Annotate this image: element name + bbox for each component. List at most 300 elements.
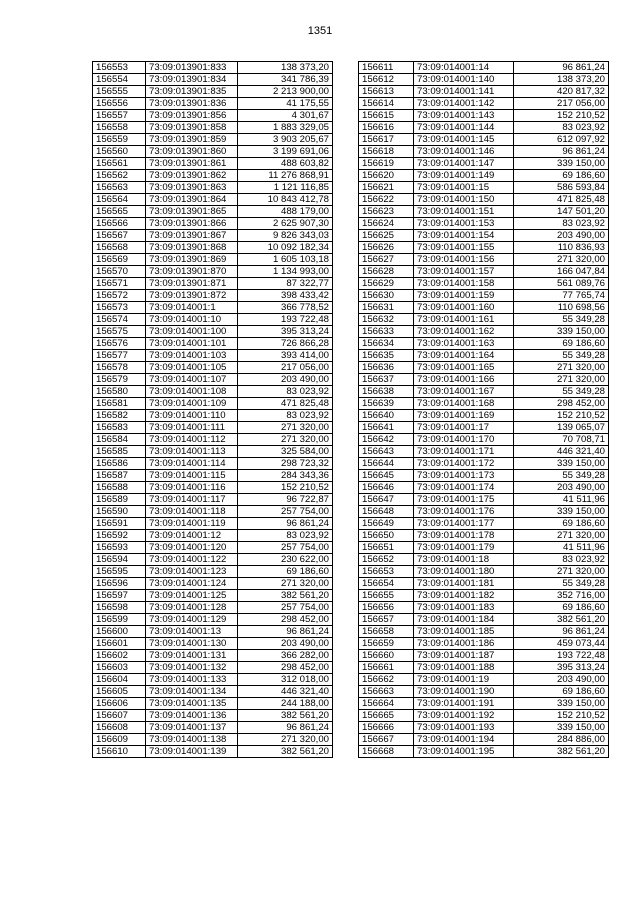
row-number-cell: 156573 — [93, 302, 146, 314]
row-number-cell: 156625 — [359, 230, 414, 242]
cadastral-value-cell: 271 320,00 — [514, 374, 609, 386]
cadastral-value-cell: 96 861,24 — [514, 146, 609, 158]
cadastral-number-cell: 73:09:013901:872 — [146, 290, 238, 302]
cadastral-number-cell: 73:09:014001:177 — [414, 518, 514, 530]
cadastral-number-cell: 73:09:014001:13 — [146, 626, 238, 638]
table-row — [93, 182, 333, 194]
table-row — [359, 566, 609, 578]
row-number-cell: 156600 — [93, 626, 146, 638]
cadastral-number-cell: 73:09:014001:142 — [414, 98, 514, 110]
table-row — [93, 122, 333, 134]
cadastral-value-cell: 339 150,00 — [514, 458, 609, 470]
cadastral-value-cell: 166 047,84 — [514, 266, 609, 278]
cadastral-number-cell: 73:09:014001:144 — [414, 122, 514, 134]
table-row — [359, 686, 609, 698]
table-row — [93, 230, 333, 242]
cadastral-value-cell: 398 433,42 — [238, 290, 333, 302]
cadastral-value-cell: 271 320,00 — [514, 566, 609, 578]
table-row — [359, 74, 609, 86]
cadastral-value-cell: 10 092 182,34 — [238, 242, 333, 254]
cadastral-value-cell: 366 778,52 — [238, 302, 333, 314]
cadastral-value-cell: 488 603,82 — [238, 158, 333, 170]
cadastral-number-cell: 73:09:014001:101 — [146, 338, 238, 350]
cadastral-value-cell: 152 210,52 — [514, 110, 609, 122]
row-number-cell: 156629 — [359, 278, 414, 290]
table-row — [359, 230, 609, 242]
table-row — [359, 602, 609, 614]
row-number-cell: 156637 — [359, 374, 414, 386]
row-number-cell: 156556 — [93, 98, 146, 110]
table-row — [359, 110, 609, 122]
table-row — [359, 734, 609, 746]
row-number-cell: 156618 — [359, 146, 414, 158]
cadastral-value-cell: 230 622,00 — [238, 554, 333, 566]
cadastral-value-cell: 271 320,00 — [238, 422, 333, 434]
table-row — [93, 218, 333, 230]
cadastral-number-cell: 73:09:014001:128 — [146, 602, 238, 614]
table-row — [93, 410, 333, 422]
cadastral-number-cell: 73:09:014001:151 — [414, 206, 514, 218]
row-number-cell: 156590 — [93, 506, 146, 518]
table-row — [93, 254, 333, 266]
table-row — [93, 626, 333, 638]
cadastral-number-cell: 73:09:013901:862 — [146, 170, 238, 182]
row-number-cell: 156635 — [359, 350, 414, 362]
row-number-cell: 156582 — [93, 410, 146, 422]
table-row — [93, 458, 333, 470]
cadastral-value-cell: 339 150,00 — [514, 326, 609, 338]
cadastral-number-cell: 73:09:014001:146 — [414, 146, 514, 158]
cadastral-value-cell: 147 501,20 — [514, 206, 609, 218]
row-number-cell: 156651 — [359, 542, 414, 554]
row-number-cell: 156611 — [359, 62, 414, 74]
cadastral-value-cell: 96 861,24 — [514, 626, 609, 638]
cadastral-number-cell: 73:09:014001:181 — [414, 578, 514, 590]
cadastral-value-cell: 203 490,00 — [514, 674, 609, 686]
cadastral-value-cell: 298 452,00 — [238, 614, 333, 626]
cadastral-number-cell: 73:09:014001:122 — [146, 554, 238, 566]
cadastral-number-cell: 73:09:014001:190 — [414, 686, 514, 698]
cadastral-number-cell: 73:09:014001:161 — [414, 314, 514, 326]
table-row — [93, 590, 333, 602]
row-number-cell: 156643 — [359, 446, 414, 458]
row-number-cell: 156576 — [93, 338, 146, 350]
cadastral-value-cell: 1 883 329,05 — [238, 122, 333, 134]
cadastral-value-cell: 70 708,71 — [514, 434, 609, 446]
table-row — [359, 386, 609, 398]
row-number-cell: 156596 — [93, 578, 146, 590]
cadastral-value-cell: 382 561,20 — [238, 746, 333, 758]
cadastral-number-cell: 73:09:014001:135 — [146, 698, 238, 710]
table-row — [93, 206, 333, 218]
cadastral-number-cell: 73:09:014001:180 — [414, 566, 514, 578]
cadastral-number-cell: 73:09:014001:186 — [414, 638, 514, 650]
row-number-cell: 156620 — [359, 170, 414, 182]
table-row — [93, 506, 333, 518]
table-row — [359, 182, 609, 194]
cadastral-number-cell: 73:09:013901:859 — [146, 134, 238, 146]
table-row — [93, 386, 333, 398]
cadastral-number-cell: 73:09:014001:164 — [414, 350, 514, 362]
table-row — [359, 134, 609, 146]
table-row — [359, 374, 609, 386]
cadastral-value-cell: 271 320,00 — [514, 254, 609, 266]
table-row — [359, 86, 609, 98]
table-row — [359, 170, 609, 182]
cadastral-value-cell: 284 343,36 — [238, 470, 333, 482]
cadastral-value-cell: 1 605 103,18 — [238, 254, 333, 266]
cadastral-value-cell: 77 765,74 — [514, 290, 609, 302]
cadastral-number-cell: 73:09:014001:156 — [414, 254, 514, 266]
row-number-cell: 156599 — [93, 614, 146, 626]
cadastral-number-cell: 73:09:014001:100 — [146, 326, 238, 338]
cadastral-value-cell: 83 023,92 — [514, 122, 609, 134]
table-row — [93, 662, 333, 674]
table-row — [359, 62, 609, 74]
cadastral-value-cell: 341 786,39 — [238, 74, 333, 86]
table-row — [93, 362, 333, 374]
cadastral-value-cell: 41 175,55 — [238, 98, 333, 110]
cadastral-value-cell: 96 861,24 — [514, 62, 609, 74]
row-number-cell: 156639 — [359, 398, 414, 410]
row-number-cell: 156569 — [93, 254, 146, 266]
row-number-cell: 156634 — [359, 338, 414, 350]
cadastral-value-cell: 257 754,00 — [238, 602, 333, 614]
row-number-cell: 156591 — [93, 518, 146, 530]
cadastral-number-cell: 73:09:014001:108 — [146, 386, 238, 398]
table-row — [359, 362, 609, 374]
page-number: 1351 — [307, 25, 333, 37]
row-number-cell: 156619 — [359, 158, 414, 170]
cadastral-value-cell: 257 754,00 — [238, 542, 333, 554]
cadastral-value-cell: 217 056,00 — [514, 98, 609, 110]
table-row — [359, 482, 609, 494]
table-row — [359, 446, 609, 458]
row-number-cell: 156617 — [359, 134, 414, 146]
cadastral-number-cell: 73:09:014001:175 — [414, 494, 514, 506]
cadastral-value-cell: 96 861,24 — [238, 722, 333, 734]
row-number-cell: 156588 — [93, 482, 146, 494]
row-number-cell: 156633 — [359, 326, 414, 338]
row-number-cell: 156614 — [359, 98, 414, 110]
row-number-cell: 156627 — [359, 254, 414, 266]
row-number-cell: 156622 — [359, 194, 414, 206]
cadastral-value-cell: 446 321,40 — [238, 686, 333, 698]
table-row — [93, 674, 333, 686]
row-number-cell: 156638 — [359, 386, 414, 398]
cadastral-value-cell: 69 186,60 — [514, 338, 609, 350]
cadastral-number-cell: 73:09:014001:163 — [414, 338, 514, 350]
table-row — [359, 722, 609, 734]
table-row — [93, 746, 333, 758]
table-row — [93, 710, 333, 722]
table-row — [93, 542, 333, 554]
cadastral-number-cell: 73:09:014001:188 — [414, 662, 514, 674]
cadastral-number-cell: 73:09:014001:133 — [146, 674, 238, 686]
cadastral-value-cell: 69 186,60 — [238, 566, 333, 578]
cadastral-value-cell: 382 561,20 — [514, 614, 609, 626]
table-row — [93, 638, 333, 650]
cadastral-value-cell: 83 023,92 — [238, 386, 333, 398]
cadastral-number-cell: 73:09:014001:194 — [414, 734, 514, 746]
cadastral-value-cell: 83 023,92 — [238, 410, 333, 422]
cadastral-value-cell: 9 826 343,03 — [238, 230, 333, 242]
table-row — [359, 326, 609, 338]
row-number-cell: 156597 — [93, 590, 146, 602]
cadastral-number-cell: 73:09:014001:167 — [414, 386, 514, 398]
cadastral-value-cell: 339 150,00 — [514, 506, 609, 518]
cadastral-number-cell: 73:09:014001:111 — [146, 422, 238, 434]
cadastral-value-cell: 55 349,28 — [514, 578, 609, 590]
cadastral-number-cell: 73:09:014001:18 — [414, 554, 514, 566]
cadastral-number-cell: 73:09:013901:858 — [146, 122, 238, 134]
table-row — [93, 722, 333, 734]
cadastral-number-cell: 73:09:014001:139 — [146, 746, 238, 758]
cadastral-number-cell: 73:09:014001:123 — [146, 566, 238, 578]
row-number-cell: 156570 — [93, 266, 146, 278]
row-number-cell: 156571 — [93, 278, 146, 290]
table-row — [359, 614, 609, 626]
cadastral-value-cell: 138 373,20 — [514, 74, 609, 86]
cadastral-number-cell: 73:09:013901:864 — [146, 194, 238, 206]
row-number-cell: 156598 — [93, 602, 146, 614]
table-row — [93, 302, 333, 314]
table-row — [93, 566, 333, 578]
table-row — [93, 554, 333, 566]
cadastral-number-cell: 73:09:013901:867 — [146, 230, 238, 242]
cadastral-value-cell: 55 349,28 — [514, 470, 609, 482]
row-number-cell: 156583 — [93, 422, 146, 434]
row-number-cell: 156580 — [93, 386, 146, 398]
cadastral-number-cell: 73:09:013901:869 — [146, 254, 238, 266]
cadastral-number-cell: 73:09:013901:863 — [146, 182, 238, 194]
table-row — [93, 698, 333, 710]
table-row — [359, 434, 609, 446]
cadastral-value-cell: 298 452,00 — [514, 398, 609, 410]
cadastral-value-cell: 96 861,24 — [238, 626, 333, 638]
cadastral-number-cell: 73:09:014001:138 — [146, 734, 238, 746]
cadastral-value-cell: 83 023,92 — [514, 554, 609, 566]
cadastral-value-cell: 382 561,20 — [238, 590, 333, 602]
table-row — [359, 518, 609, 530]
table-row — [93, 374, 333, 386]
cadastral-number-cell: 73:09:014001:179 — [414, 542, 514, 554]
table-row — [359, 278, 609, 290]
cadastral-value-cell: 284 886,00 — [514, 734, 609, 746]
row-number-cell: 156645 — [359, 470, 414, 482]
cadastral-table-right — [358, 61, 609, 758]
cadastral-number-cell: 73:09:014001:158 — [414, 278, 514, 290]
row-number-cell: 156630 — [359, 290, 414, 302]
table-row — [93, 194, 333, 206]
row-number-cell: 156577 — [93, 350, 146, 362]
cadastral-number-cell: 73:09:014001:174 — [414, 482, 514, 494]
cadastral-number-cell: 73:09:014001:132 — [146, 662, 238, 674]
cadastral-value-cell: 152 210,52 — [514, 710, 609, 722]
cadastral-value-cell: 203 490,00 — [238, 374, 333, 386]
row-number-cell: 156613 — [359, 86, 414, 98]
cadastral-value-cell: 471 825,48 — [514, 194, 609, 206]
row-number-cell: 156650 — [359, 530, 414, 542]
cadastral-number-cell: 73:09:014001:17 — [414, 422, 514, 434]
row-number-cell: 156581 — [93, 398, 146, 410]
cadastral-value-cell: 312 018,00 — [238, 674, 333, 686]
cadastral-number-cell: 73:09:014001:134 — [146, 686, 238, 698]
table-row — [93, 242, 333, 254]
cadastral-number-cell: 73:09:014001:19 — [414, 674, 514, 686]
table-row — [359, 254, 609, 266]
row-number-cell: 156662 — [359, 674, 414, 686]
table-row — [93, 350, 333, 362]
table-row — [93, 110, 333, 122]
row-number-cell: 156585 — [93, 446, 146, 458]
cadastral-value-cell: 393 414,00 — [238, 350, 333, 362]
table-row — [359, 470, 609, 482]
cadastral-number-cell: 73:09:014001:172 — [414, 458, 514, 470]
table-row — [359, 458, 609, 470]
table-row — [93, 86, 333, 98]
table-row — [93, 170, 333, 182]
row-number-cell: 156553 — [93, 62, 146, 74]
cadastral-number-cell: 73:09:014001:184 — [414, 614, 514, 626]
cadastral-number-cell: 73:09:014001:165 — [414, 362, 514, 374]
table-row — [359, 194, 609, 206]
table-row — [359, 650, 609, 662]
cadastral-value-cell: 69 186,60 — [514, 602, 609, 614]
cadastral-number-cell: 73:09:014001:12 — [146, 530, 238, 542]
cadastral-number-cell: 73:09:014001:137 — [146, 722, 238, 734]
row-number-cell: 156636 — [359, 362, 414, 374]
table-row — [93, 434, 333, 446]
cadastral-number-cell: 73:09:014001:178 — [414, 530, 514, 542]
cadastral-number-cell: 73:09:014001:183 — [414, 602, 514, 614]
cadastral-value-cell: 110 698,56 — [514, 302, 609, 314]
row-number-cell: 156657 — [359, 614, 414, 626]
table-row — [93, 578, 333, 590]
cadastral-number-cell: 73:09:014001:176 — [414, 506, 514, 518]
table-row — [93, 266, 333, 278]
table-row — [359, 314, 609, 326]
cadastral-number-cell: 73:09:014001:159 — [414, 290, 514, 302]
cadastral-value-cell: 726 866,28 — [238, 338, 333, 350]
cadastral-value-cell: 193 722,48 — [238, 314, 333, 326]
cadastral-value-cell: 55 349,28 — [514, 350, 609, 362]
table-row — [93, 494, 333, 506]
row-number-cell: 156640 — [359, 410, 414, 422]
cadastral-number-cell: 73:09:014001:155 — [414, 242, 514, 254]
row-number-cell: 156658 — [359, 626, 414, 638]
cadastral-number-cell: 73:09:014001:182 — [414, 590, 514, 602]
cadastral-value-cell: 110 836,93 — [514, 242, 609, 254]
cadastral-number-cell: 73:09:014001:166 — [414, 374, 514, 386]
table-row — [93, 686, 333, 698]
table-row — [93, 422, 333, 434]
cadastral-value-cell: 138 373,20 — [238, 62, 333, 74]
cadastral-number-cell: 73:09:014001:110 — [146, 410, 238, 422]
cadastral-number-cell: 73:09:014001:14 — [414, 62, 514, 74]
cadastral-value-cell: 395 313,24 — [238, 326, 333, 338]
row-number-cell: 156623 — [359, 206, 414, 218]
cadastral-number-cell: 73:09:014001:130 — [146, 638, 238, 650]
table-row — [359, 674, 609, 686]
cadastral-number-cell: 73:09:013901:836 — [146, 98, 238, 110]
row-number-cell: 156604 — [93, 674, 146, 686]
table-row — [93, 338, 333, 350]
row-number-cell: 156572 — [93, 290, 146, 302]
row-number-cell: 156575 — [93, 326, 146, 338]
table-row — [359, 146, 609, 158]
cadastral-value-cell: 11 276 868,91 — [238, 170, 333, 182]
table-row — [359, 554, 609, 566]
cadastral-number-cell: 73:09:014001:15 — [414, 182, 514, 194]
cadastral-value-cell: 298 723,32 — [238, 458, 333, 470]
cadastral-value-cell: 2 213 900,00 — [238, 86, 333, 98]
cadastral-value-cell: 41 511,96 — [514, 494, 609, 506]
row-number-cell: 156659 — [359, 638, 414, 650]
cadastral-value-cell: 87 322,77 — [238, 278, 333, 290]
table-row — [93, 530, 333, 542]
cadastral-number-cell: 73:09:014001:115 — [146, 470, 238, 482]
cadastral-number-cell: 73:09:014001:1 — [146, 302, 238, 314]
table-row — [93, 602, 333, 614]
cadastral-number-cell: 73:09:014001:118 — [146, 506, 238, 518]
row-number-cell: 156632 — [359, 314, 414, 326]
row-number-cell: 156641 — [359, 422, 414, 434]
cadastral-value-cell: 271 320,00 — [238, 434, 333, 446]
row-number-cell: 156665 — [359, 710, 414, 722]
table-row — [359, 590, 609, 602]
cadastral-number-cell: 73:09:013901:856 — [146, 110, 238, 122]
row-number-cell: 156559 — [93, 134, 146, 146]
cadastral-number-cell: 73:09:014001:114 — [146, 458, 238, 470]
row-number-cell: 156663 — [359, 686, 414, 698]
cadastral-number-cell: 73:09:014001:103 — [146, 350, 238, 362]
table-row — [93, 98, 333, 110]
cadastral-number-cell: 73:09:014001:131 — [146, 650, 238, 662]
row-number-cell: 156624 — [359, 218, 414, 230]
table-row — [359, 218, 609, 230]
row-number-cell: 156560 — [93, 146, 146, 158]
cadastral-number-cell: 73:09:014001:10 — [146, 314, 238, 326]
cadastral-number-cell: 73:09:014001:162 — [414, 326, 514, 338]
cadastral-number-cell: 73:09:014001:145 — [414, 134, 514, 146]
cadastral-value-cell: 1 134 993,00 — [238, 266, 333, 278]
row-number-cell: 156648 — [359, 506, 414, 518]
row-number-cell: 156621 — [359, 182, 414, 194]
cadastral-number-cell: 73:09:014001:192 — [414, 710, 514, 722]
row-number-cell: 156567 — [93, 230, 146, 242]
row-number-cell: 156566 — [93, 218, 146, 230]
cadastral-value-cell: 69 186,60 — [514, 170, 609, 182]
cadastral-number-cell: 73:09:014001:169 — [414, 410, 514, 422]
cadastral-value-cell: 55 349,28 — [514, 386, 609, 398]
table-row — [93, 326, 333, 338]
table-row — [93, 518, 333, 530]
row-number-cell: 156594 — [93, 554, 146, 566]
cadastral-number-cell: 73:09:013901:861 — [146, 158, 238, 170]
cadastral-number-cell: 73:09:014001:112 — [146, 434, 238, 446]
table-row — [93, 614, 333, 626]
row-number-cell: 156609 — [93, 734, 146, 746]
cadastral-value-cell: 339 150,00 — [514, 722, 609, 734]
cadastral-number-cell: 73:09:014001:157 — [414, 266, 514, 278]
cadastral-value-cell: 420 817,32 — [514, 86, 609, 98]
cadastral-value-cell: 446 321,40 — [514, 446, 609, 458]
table-row — [93, 734, 333, 746]
cadastral-number-cell: 73:09:013901:870 — [146, 266, 238, 278]
cadastral-value-cell: 3 199 691,06 — [238, 146, 333, 158]
cadastral-number-cell: 73:09:014001:124 — [146, 578, 238, 590]
